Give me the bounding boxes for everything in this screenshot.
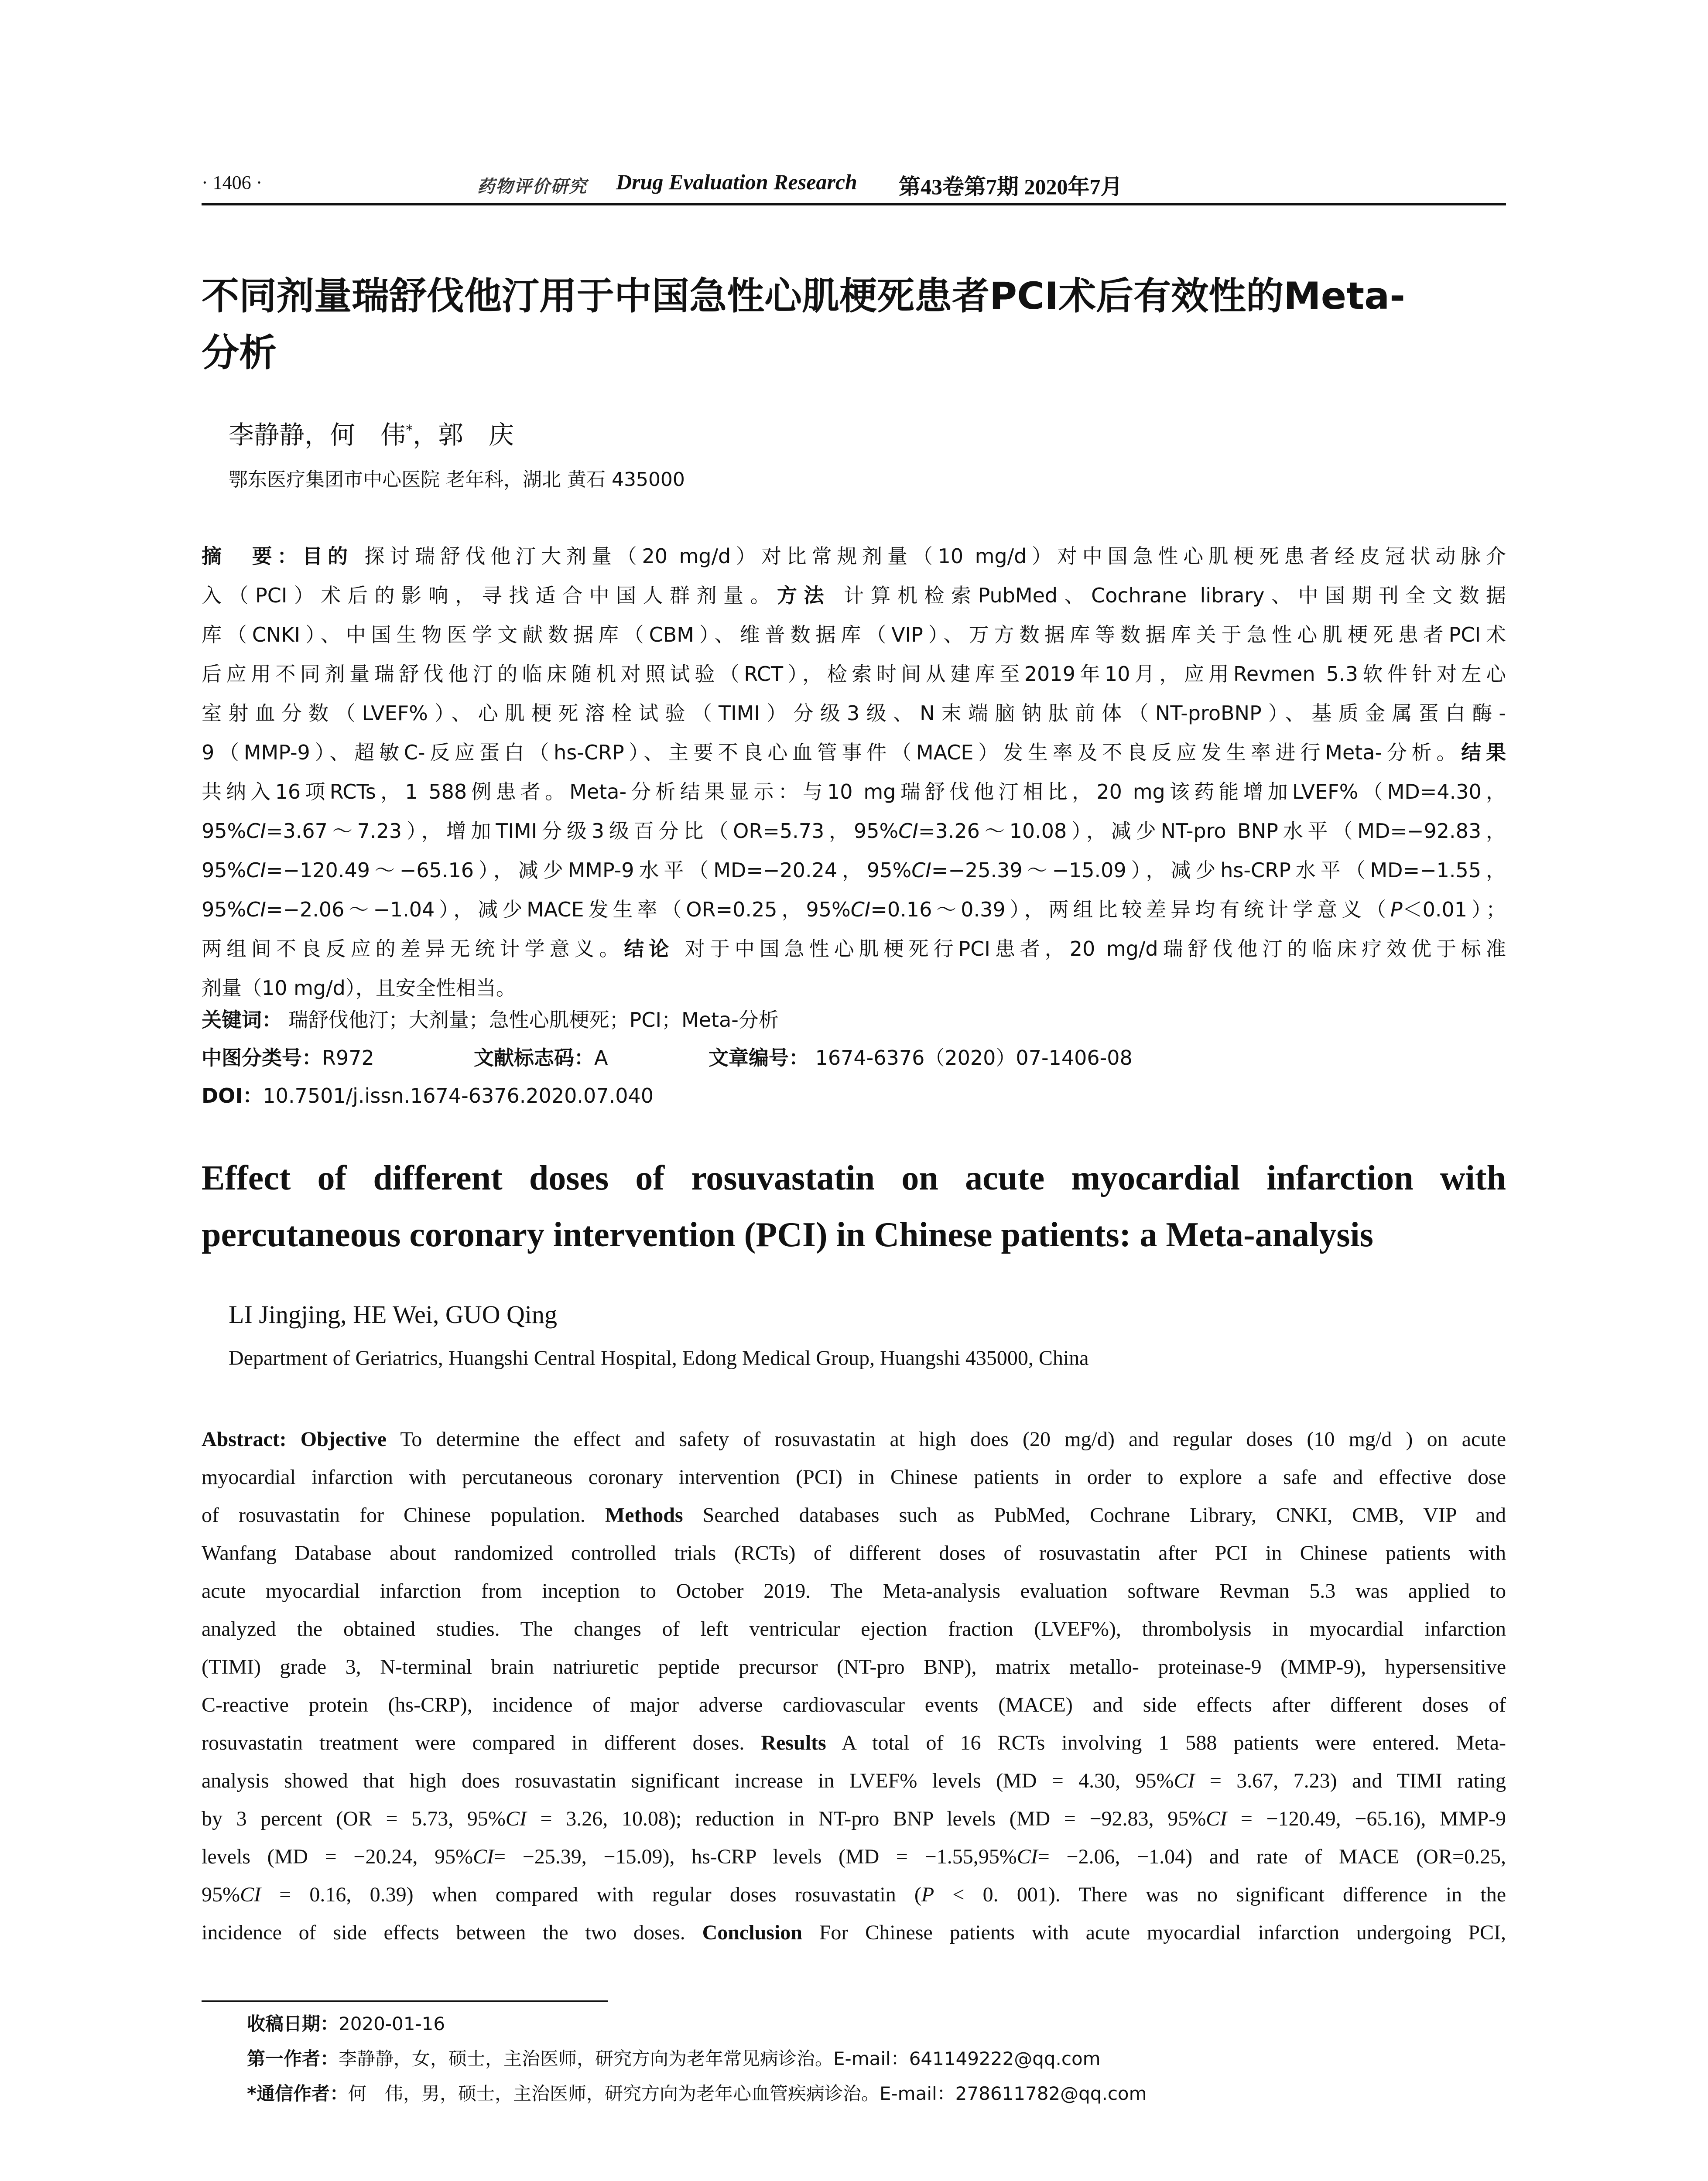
zh-abstract-line — [202, 890, 1506, 929]
zh-abstract-line — [202, 576, 1506, 615]
en-text: = 0.16, 0.39) when compared with regular doses rosuvastatin ( — [260, 1883, 921, 1906]
zh-abstract-line — [202, 929, 1506, 968]
en-title — [202, 1150, 1506, 1263]
en-abstract-line: analyzed the obtained studies. The changes of left ventricular ejection fraction (LVEF%), thrombolysis in myocardial infarction — [202, 1617, 1506, 1641]
en-abstract-line — [202, 1724, 1506, 1762]
zh-abstract-label: 摘 要： — [202, 544, 303, 568]
en-ci: CI — [1206, 1807, 1227, 1830]
en-abstract-line: acute myocardial infarction from inception to October 2019. The Meta-analysis evaluation software Revman 5.3 was applied to — [202, 1579, 1506, 1603]
zh-text: ＜0.01）； — [1402, 898, 1506, 921]
zh-text: =−120.49～−65.16），减少MMP-9水平（MD=−20.24，95% — [266, 858, 912, 882]
zh-abstract-line: 后应用不同剂量瑞舒伐他汀的临床随机对照试验（RCT），检索时间从建库至2019年10月，应用Revmen 5.3软件针对左心 — [202, 662, 1506, 686]
zh-ci: CI — [246, 858, 266, 882]
en-text: by 3 percent (OR = 5.73, 95% — [202, 1807, 506, 1830]
footnote-rule — [202, 2000, 608, 2002]
volume-issue: 第43卷第7期 2020年7月 — [899, 174, 1123, 199]
en-abstract-label: Abstract: — [202, 1428, 287, 1451]
footnote-received — [247, 2011, 445, 2037]
en-text: = −120.49, −65.16), MMP-9 — [1227, 1807, 1506, 1830]
en-abstract-line — [202, 1838, 1506, 1876]
en-abstract-line: C-reactive protein (hs-CRP), incidence of major adverse cardiovascular events (MACE) and side effects after different doses of — [202, 1693, 1506, 1716]
header-rule — [202, 203, 1506, 205]
zh-text: =−25.39～−15.09），减少hs-CRP水平（MD=−1.55， — [931, 858, 1506, 882]
zh-text: =3.67～7.23），增加TIMI分级3级百分比（OR=5.73，95% — [266, 819, 899, 843]
keywords-row — [202, 1000, 779, 1039]
clc-label: 中图分类号： — [202, 1046, 322, 1070]
doi-label: DOI： — [202, 1084, 263, 1108]
zh-title-line: 分析 — [202, 331, 277, 375]
first-author-label: 第一作者： — [247, 2048, 339, 2069]
zh-authors-text: 李静静，何 伟 — [229, 420, 406, 450]
en-conclusion-label: Conclusion — [702, 1921, 802, 1944]
footnote-first-author — [247, 2046, 1101, 2072]
en-title-line: percutaneous coronary intervention (PCI) in Chinese patients: a Meta-analysis — [202, 1216, 1373, 1254]
zh-ci: CI — [898, 819, 918, 843]
page-number: · 1406 · — [202, 172, 263, 193]
en-text: levels (MD = −20.24, 95% — [202, 1845, 473, 1868]
en-text: A total of 16 RCTs involving 1 588 patients were entered. Meta- — [842, 1731, 1506, 1754]
article-no-row — [709, 1038, 1133, 1077]
doc-code-row — [474, 1038, 608, 1077]
zh-ci: CI — [246, 819, 266, 843]
zh-abstract-line — [202, 811, 1506, 851]
zh-authors — [229, 414, 514, 451]
article-no-value: 1674-6376（2020）07-1406-08 — [815, 1046, 1133, 1070]
en-text: For Chinese patients with acute myocardial infarction undergoing PCI, — [819, 1921, 1506, 1944]
en-abstract-line — [202, 1914, 1506, 1952]
en-text: Searched databases such as PubMed, Cochrane Library, CNKI, CMB, VIP and — [702, 1504, 1506, 1527]
zh-abstract-line — [202, 851, 1506, 890]
en-abstract-line — [202, 1762, 1506, 1800]
zh-text: 入（PCI）术后的影响，寻找适合中国人群剂量。 — [202, 584, 777, 607]
en-ci: CI — [1017, 1845, 1038, 1868]
doc-code-label: 文献标志码： — [474, 1046, 594, 1070]
doc-code-value: A — [594, 1046, 608, 1070]
received-date: 2020-01-16 — [339, 2013, 445, 2034]
doi-value: 10.7501/j.issn.1674-6376.2020.07.040 — [263, 1084, 654, 1108]
journal-logo: 药物评价研究 — [477, 177, 587, 196]
corresponding-mark: * — [406, 421, 413, 438]
zh-objective-label: 目的 — [302, 544, 353, 568]
zh-abstract-line: 共纳入16项RCTs，1 588例患者。Meta-分析结果显示：与10 mg瑞舒伐他汀相比，20 mg该药能增加LVEF%（MD=4.30， — [202, 780, 1506, 803]
zh-text: 对于中国急性心肌梗死行PCI患者，20 mg/d瑞舒伐他汀的临床疗效优于标准 — [685, 937, 1506, 961]
zh-affiliation: 鄂东医疗集团市中心医院 老年科，湖北 黄石 435000 — [229, 468, 685, 491]
article-no-label: 文章编号： — [709, 1046, 809, 1070]
zh-abstract-line — [202, 733, 1506, 772]
keywords: 瑞舒伐他汀；大剂量；急性心肌梗死；PCI；Meta-分析 — [288, 1008, 779, 1032]
en-objective-label: Objective — [300, 1428, 387, 1451]
en-text: = −2.06, −1.04) and rate of MACE (OR=0.25, — [1037, 1845, 1506, 1868]
footnote-corresponding — [247, 2081, 1147, 2107]
doi-row — [202, 1076, 654, 1115]
en-ci: CI — [1174, 1769, 1195, 1792]
clc-value: R972 — [322, 1046, 374, 1070]
zh-conclusion-label: 结论 — [624, 937, 674, 961]
zh-text: 95% — [202, 898, 246, 921]
en-methods-label: Methods — [605, 1504, 683, 1527]
en-abstract-line — [202, 1420, 1506, 1458]
zh-methods-label: 方法 — [777, 584, 831, 607]
zh-abstract-line: 库（CNKI）、中国生物医学文献数据库（CBM）、维普数据库（VIP）、万方数据库等数据库关于急性心肌梗死患者PCI术 — [202, 623, 1506, 646]
clc-row — [202, 1038, 374, 1077]
zh-results-label: 结果 — [1461, 741, 1506, 764]
en-abstract-line: (TIMI) grade 3, N-terminal brain natriuretic peptide precursor (NT-pro BNP), matrix metallo- proteinase-9 (MMP-9), hypersensitive — [202, 1655, 1506, 1678]
en-affiliation: Department of Geriatrics, Huangshi Central Hospital, Edong Medical Group, Huangshi 435000, China — [229, 1347, 1089, 1370]
en-text: = −25.39, −15.09), hs-CRP levels (MD = −1.55,95% — [493, 1845, 1017, 1868]
zh-abstract-line: 剂量（10 mg/d），且安全性相当。 — [202, 976, 516, 1000]
corresponding-info: 何 伟，男，硕士，主治医师，研究方向为老年心血管疾病诊治。E-mail：278611782@qq.com — [348, 2083, 1147, 2104]
en-abstract-line — [202, 1876, 1506, 1914]
en-text: incidence of side effects between the two doses. — [202, 1921, 685, 1944]
en-abstract-line: myocardial infarction with percutaneous coronary intervention (PCI) in Chinese patients in order to explore a safe and effective dose — [202, 1466, 1506, 1489]
zh-authors-rest: ，郭 庆 — [413, 420, 514, 450]
en-text: = 3.26, 10.08); reduction in NT-pro BNP levels (MD = −92.83, 95% — [526, 1807, 1206, 1830]
zh-ci: CI — [246, 898, 266, 921]
corresponding-label: *通信作者： — [247, 2083, 348, 2104]
en-title-line: Effect of different doses of rosuvastatin on acute myocardial infarction with — [202, 1159, 1506, 1197]
zh-text: =3.26～10.08），减少NT-pro BNP水平（MD=−92.83， — [918, 819, 1506, 843]
en-p: P — [921, 1883, 934, 1906]
zh-text: 9（MMP-9）、超敏C-反应蛋白（hs-CRP）、主要不良心血管事件（MACE）发生率及不良反应发生率进行Meta-分析。 — [202, 741, 1462, 764]
en-ci: CI — [240, 1883, 261, 1906]
zh-title — [202, 268, 1506, 381]
en-results-label: Results — [761, 1731, 826, 1754]
en-abstract-line: Wanfang Database about randomized controlled trials (RCTs) of different doses of rosuvastatin after PCI in Chinese patients with — [202, 1542, 1506, 1565]
en-abstract-line — [202, 1496, 1506, 1534]
zh-ci: CI — [911, 858, 931, 882]
zh-text: 计算机检索PubMed、Cochrane library、中国期刊全文数据 — [844, 584, 1506, 607]
en-authors: LI Jingjing, HE Wei, GUO Qing — [229, 1300, 558, 1329]
zh-ci: CI — [850, 898, 871, 921]
en-text: of rosuvastatin for Chinese population. — [202, 1504, 585, 1527]
zh-abstract-line — [202, 537, 1506, 576]
en-text: 95% — [202, 1883, 240, 1906]
zh-title-line: 不同剂量瑞舒伐他汀用于中国急性心肌梗死患者PCI术后有效性的Meta- — [202, 274, 1405, 318]
en-ci: CI — [472, 1845, 494, 1868]
received-label: 收稿日期： — [247, 2013, 339, 2034]
journal-name: Drug Evaluation Research — [616, 170, 857, 194]
zh-text: =−2.06～−1.04），减少MACE发生率（OR=0.25，95% — [266, 898, 851, 921]
en-text: rosuvastatin treatment were compared in different doses. — [202, 1731, 745, 1754]
zh-text: =0.16～0.39），两组比较差异均有统计学意义（ — [870, 898, 1390, 921]
first-author-info: 李静静，女，硕士，主治医师，研究方向为老年常见病诊治。E-mail：641149222@qq.com — [339, 2048, 1101, 2069]
en-abstract-line — [202, 1800, 1506, 1838]
en-text: To determine the effect and safety of rosuvastatin at high does (20 mg/d) and regular doses (10 mg/d ) on acute — [400, 1428, 1506, 1451]
en-ci: CI — [505, 1807, 527, 1830]
en-text: = 3.67, 7.23) and TIMI rating — [1195, 1769, 1506, 1792]
zh-abstract-line: 室射血分数（LVEF%）、心肌梗死溶栓试验（TIMI）分级3级、N末端脑钠肽前体（NT-proBNP）、基质金属蛋白酶- — [202, 701, 1506, 725]
zh-text: 两组间不良反应的差异无统计学意义。 — [202, 937, 624, 961]
keywords-label: 关键词： — [202, 1008, 282, 1032]
zh-objective-start: 探讨瑞舒伐他汀大剂量（20 mg/d）对比常规剂量（10 mg/d）对中国急性心肌梗死患者经皮冠状动脉介 — [364, 544, 1506, 568]
en-text: < 0. 001). There was no significant difference in the — [934, 1883, 1506, 1906]
zh-text: 95% — [202, 819, 246, 843]
zh-text: 95% — [202, 858, 246, 882]
zh-p: P — [1390, 898, 1403, 921]
en-text: analysis showed that high does rosuvastatin significant increase in LVEF% levels (MD = 4.30, 95% — [202, 1769, 1174, 1792]
